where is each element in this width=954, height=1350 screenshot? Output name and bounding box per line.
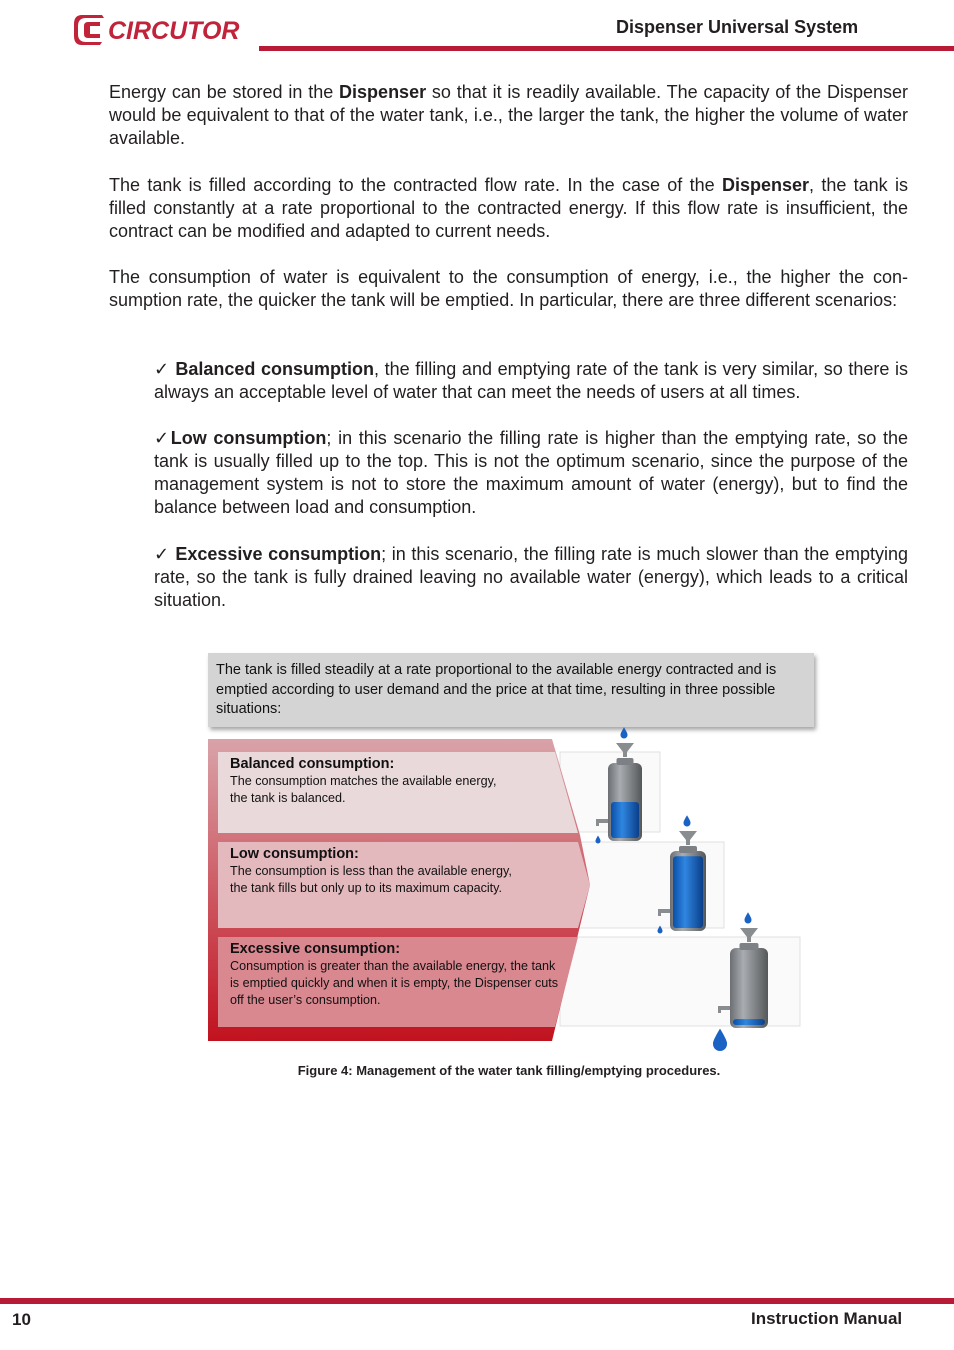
- water-drop-icon: [620, 727, 627, 738]
- tank-body: [730, 948, 768, 1028]
- figure-tank-management: [200, 645, 820, 1055]
- tank-lid: [679, 846, 697, 853]
- brand-wordmark: CIRCUTOR: [108, 17, 240, 45]
- manual-title: Instruction Manual: [751, 1309, 903, 1328]
- bullet-low: ✓Low consumption; in this scenario the filling rate is higher than the emptying rate, so the tank is usually filled up to the top. This is not the optimum scenario, since the purpose of the management system is not to store the maximum amount of water (energy), but to find the balance between load and consumption.: [154, 428, 908, 517]
- card-title: Low consumption:: [230, 846, 359, 862]
- paragraph-storage: Energy can be stored in the Dispenser so that it is readily available. The capacity of the Dispenser would be equivalent to that of the water tank, i.e., the larger the tank, the higher the volume of water available.: [109, 82, 908, 148]
- card-description: Consumption is greater than the available energy, the tank is emptied quickly and when it is empty, the Dispenser cuts off the user’s consumption.: [230, 959, 559, 1007]
- card-description: The consumption is less than the available energy, the tank fills but only up to its maximum capacity.: [230, 864, 512, 895]
- water-drop-icon: [683, 815, 690, 826]
- figure-caption: Figure 4: Management of the water tank filling/emptying procedures.: [297, 1063, 721, 1078]
- check-icon: ✓: [154, 359, 170, 379]
- water-drop-icon: [595, 836, 600, 844]
- bullet-balanced: ✓ Balanced consumption, the filling and emptying rate of the tank is very similar, so there is always an acceptable level of water that can meet the needs of users at all times.: [154, 359, 908, 402]
- circutor-logo: [72, 12, 248, 46]
- card-low: [230, 845, 540, 897]
- tank-water: [673, 856, 703, 928]
- card-description: The consumption matches the available energy, the tank is balanced.: [230, 774, 497, 805]
- card-balanced: [230, 755, 520, 807]
- tank-water: [733, 1019, 765, 1025]
- footer-divider: [0, 1298, 954, 1304]
- header-divider: [259, 46, 954, 51]
- card-excessive: [230, 940, 560, 1009]
- card-title: Excessive consumption:: [230, 941, 401, 957]
- water-drop-icon: [744, 912, 751, 923]
- bullet-excessive: ✓ Excessive consumption; in this scenario, the filling rate is much slower than the emptying rate, so the tank is fully drained leaving no available water (energy), which leads to a critical situation.: [154, 544, 908, 610]
- paragraph-filling: The tank is filled according to the contracted flow rate. In the case of the Dispenser, the tank is filled constantly at a rate proportional to the contracted energy. If this flow rate is insufficient, the contract can be modified and adapted to current needs.: [109, 175, 908, 241]
- tank-lid: [617, 758, 634, 765]
- water-drop-icon: [713, 1029, 727, 1051]
- check-icon: ✓: [154, 544, 170, 564]
- check-icon: ✓: [154, 428, 171, 448]
- page-number: 10: [12, 1310, 31, 1329]
- tank-lid: [740, 943, 759, 950]
- tank-water: [611, 802, 639, 838]
- paragraph-consumption: The consumption of water is equivalent to the consumption of energy, i.e., the higher the consumption rate, the quicker the tank will be emptied. In particular, there are three different scenarios:: [109, 267, 908, 310]
- figure-note: The tank is filled steadily at a rate proportional to the available energy contracted and is emptied according to user demand and the price at that time, resulting in three possible situations:: [208, 653, 814, 727]
- document-title: Dispenser Universal System: [616, 17, 859, 37]
- card-title: Balanced consumption:: [230, 756, 395, 772]
